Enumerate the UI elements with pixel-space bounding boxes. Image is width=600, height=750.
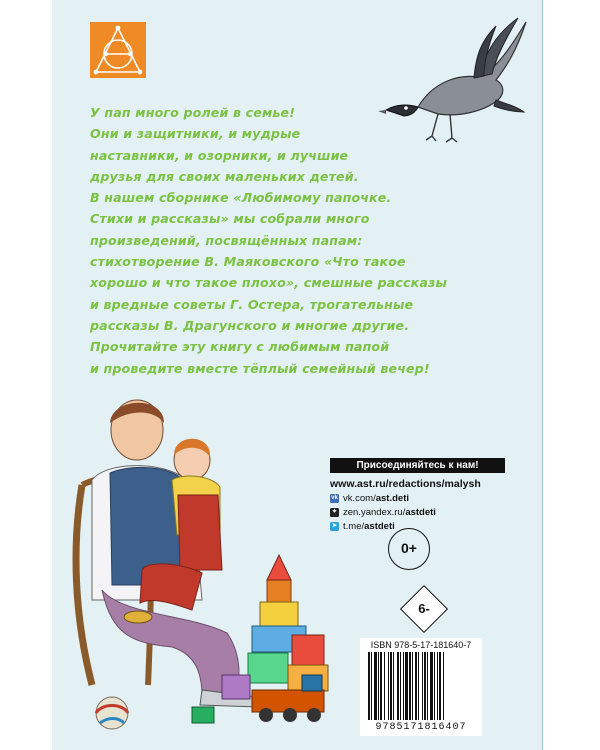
social-prefix: vk.com/ xyxy=(343,493,376,504)
description-line: произведений, посвящённых папам: xyxy=(90,232,363,248)
barcode-bar xyxy=(409,652,411,720)
father-and-son-illustration xyxy=(52,385,352,735)
publisher-logo-icon xyxy=(90,22,146,78)
social-link-vk[interactable] xyxy=(330,493,409,504)
barcode-bar xyxy=(403,652,404,720)
barcode-bar xyxy=(380,652,382,720)
telegram-icon: ➤ xyxy=(331,523,338,529)
social-link-zen[interactable] xyxy=(330,507,436,518)
social-prefix: zen.yandex.ru/ xyxy=(343,507,406,518)
barcode-block xyxy=(360,638,482,736)
barcode-bar xyxy=(430,652,433,720)
vk-icon: vk xyxy=(331,495,338,501)
barcode-bar xyxy=(439,652,441,720)
barcode-bar xyxy=(418,652,419,720)
age-rating-circle: 0+ xyxy=(388,528,430,570)
description-line: стихотворение В. Маяковского «Что такое xyxy=(90,254,406,270)
zen-icon: ✦ xyxy=(331,509,338,515)
barcode-bar xyxy=(371,652,372,720)
barcode-bar xyxy=(400,652,401,720)
description-line: рассказы В. Драгунского и многие другие. xyxy=(90,317,410,333)
book-description xyxy=(90,102,480,379)
description-line: хорошо и что такое плохо», смешные рассказы xyxy=(90,275,448,291)
description-line: В нашем сборнике «Любимому папочке. xyxy=(90,190,392,206)
description-line: Стихи и рассказы» мы собрали много xyxy=(90,211,370,227)
barcode-bars xyxy=(366,652,476,720)
barcode-bar xyxy=(378,652,379,720)
barcode-bar xyxy=(393,652,394,720)
barcode-number: 9785171816407 xyxy=(375,722,467,733)
social-handle: astdeti xyxy=(405,507,436,518)
description-line: Прочитайте эту книгу с любимым папой xyxy=(90,339,390,355)
social-link-telegram[interactable] xyxy=(330,521,395,532)
age-rating-diamond xyxy=(398,583,450,635)
description-line: друзья для своих маленьких детей. xyxy=(90,168,359,184)
barcode-bar xyxy=(415,652,417,720)
barcode-bar xyxy=(390,652,392,720)
barcode-bar xyxy=(397,652,399,720)
description-line: и вредные советы Г. Остера, трогательные xyxy=(90,296,414,312)
barcode-bar xyxy=(388,652,389,720)
description-line: У пап много ролей в семье! xyxy=(90,105,296,120)
description-line: и проведите вместе тёплый семейный вечер! xyxy=(90,360,430,376)
barcode-bar xyxy=(437,652,438,720)
barcode-bar xyxy=(424,652,426,720)
description-line: Они и защитники, и мудрые xyxy=(90,126,301,142)
barcode-bar xyxy=(384,652,385,720)
barcode-bar xyxy=(374,652,377,720)
join-us-banner: Присоединяйтесь к нам! xyxy=(330,458,505,473)
barcode-bar xyxy=(412,652,413,720)
description-line: наставники, и озорники, и лучшие xyxy=(90,147,349,163)
social-handle: astdeti xyxy=(364,521,395,532)
age-rating-diamond-label: 6- xyxy=(418,601,430,616)
social-handle: ast.deti xyxy=(375,493,409,504)
barcode-bar xyxy=(405,652,408,720)
social-prefix: t.me/ xyxy=(343,521,365,532)
publisher-website-link[interactable]: www.ast.ru/redactions/malysh xyxy=(330,478,481,490)
barcode-bar xyxy=(434,652,435,720)
barcode-bar xyxy=(427,652,428,720)
barcode-bar xyxy=(443,652,444,720)
barcode-bar xyxy=(368,652,370,720)
barcode-bar xyxy=(422,652,423,720)
isbn-text: ISBN 978-5-17-181640-7 xyxy=(370,640,472,650)
cover-edge-line xyxy=(542,0,543,750)
